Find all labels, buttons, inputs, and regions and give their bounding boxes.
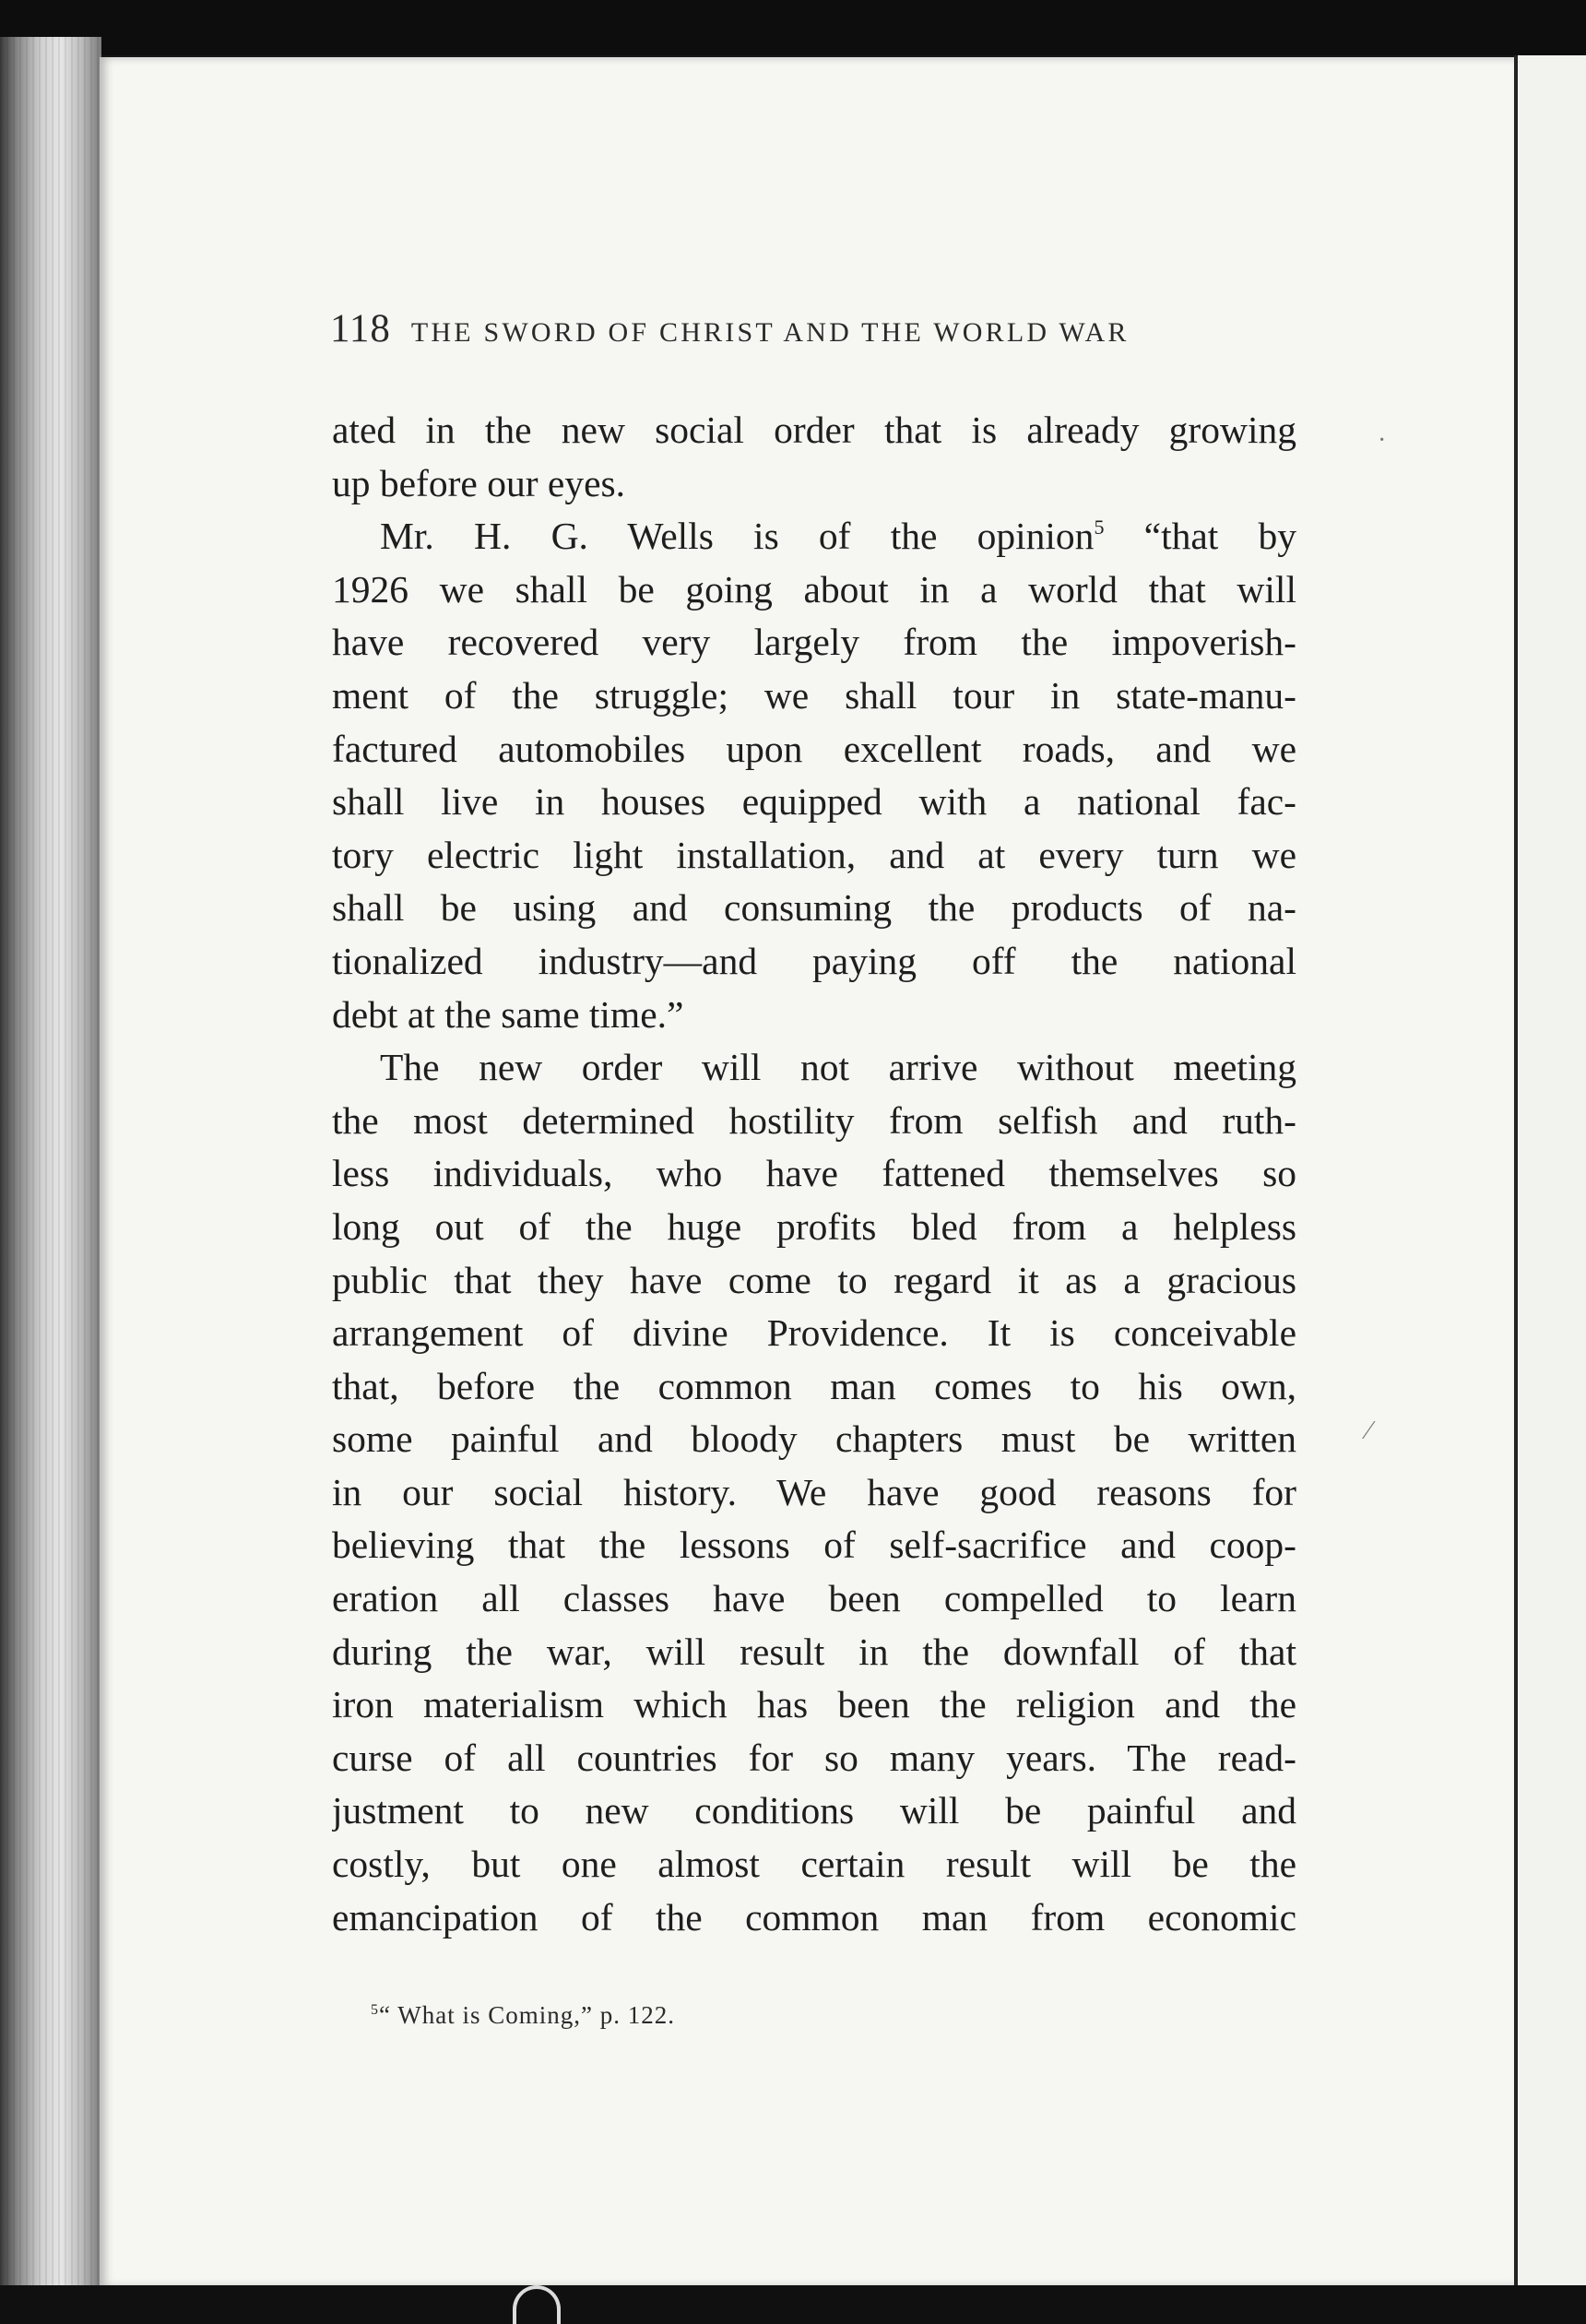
text-line: eration all classes have been compelled to learn [332, 1577, 1296, 1620]
text-line: ment of the struggle; we shall tour in state-manu- [332, 673, 1296, 717]
text-line: shall live in houses equipped with a national fac- [332, 780, 1296, 824]
text-line: the most determined hostility from selfish and ruth- [332, 1098, 1296, 1142]
text-line: that, before the common man comes to his own, [332, 1364, 1296, 1407]
text-line-with-footnote [332, 510, 1296, 563]
text-line: believing that the lessons of self-sacrifice and coop- [332, 1524, 1296, 1567]
text-line: tory electric light installation, and at every turn we [332, 833, 1296, 876]
text-line: in our social history. We have good reasons for [332, 1470, 1296, 1513]
text-line: shall be using and consuming the products of na- [332, 886, 1296, 930]
text-line: ated in the new social order that is already growing [332, 409, 1296, 451]
facing-page-strip [1518, 55, 1586, 2287]
text-line: emancipation of the common man from economic [332, 1895, 1296, 1939]
text-line: less individuals, who have fattened themselves so [332, 1152, 1296, 1195]
footnote-reference: 5 [1094, 516, 1105, 540]
text-line: long out of the huge profits bled from a helpless [332, 1204, 1296, 1248]
opinion-text: Mr. H. G. Wells is of the opinion [380, 515, 1095, 558]
text-line: debt at the same time.” [332, 992, 684, 1036]
text-line: factured automobiles upon excellent roads, and we [332, 727, 1296, 770]
running-head-title: THE SWORD OF CHRIST AND THE WORLD WAR [410, 317, 1130, 348]
text-line: have recovered very largely from the impoverish- [332, 621, 1296, 664]
text-line: iron materialism which has been the religion and the [332, 1683, 1296, 1726]
scan-bottom-border [0, 2285, 1586, 2324]
opinion-quote-start: “that by [1143, 515, 1296, 558]
page-number: 118 [330, 307, 391, 350]
book-page-edges [0, 37, 101, 2287]
text-line: up before our eyes. [332, 461, 626, 504]
footnote-marker: 5 [371, 2002, 379, 2018]
running-header [330, 306, 1295, 352]
stray-slash-mark: ⁄ [1367, 1417, 1371, 1445]
text-line: during the war, will result in the downfall of that [332, 1630, 1296, 1673]
text-line: public that they have come to regard it as a gracious [332, 1258, 1296, 1301]
text-line: costly, but one almost certain result will be the [332, 1843, 1296, 1886]
text-line: The new order will not arrive without meeting [380, 1046, 1296, 1089]
footnote-text: “ What is Coming,” p. 122. [379, 2001, 675, 2029]
text-line: some painful and bloody chapters must be written [332, 1417, 1296, 1461]
text-line: arrangement of divine Providence. It is conceivable [332, 1311, 1296, 1355]
body-text [332, 404, 1296, 1944]
text-line: curse of all countries for so many years. The read- [332, 1736, 1296, 1779]
text-line: tionalized industry—and paying off the national [332, 939, 1296, 982]
text-line: 1926 we shall be going about in a world that will [332, 567, 1296, 611]
footnote [371, 2001, 1293, 2030]
scan-top-border [0, 0, 1586, 55]
stray-dot-mark: · [1378, 426, 1387, 455]
text-line: justment to new conditions will be painful and [332, 1789, 1296, 1832]
